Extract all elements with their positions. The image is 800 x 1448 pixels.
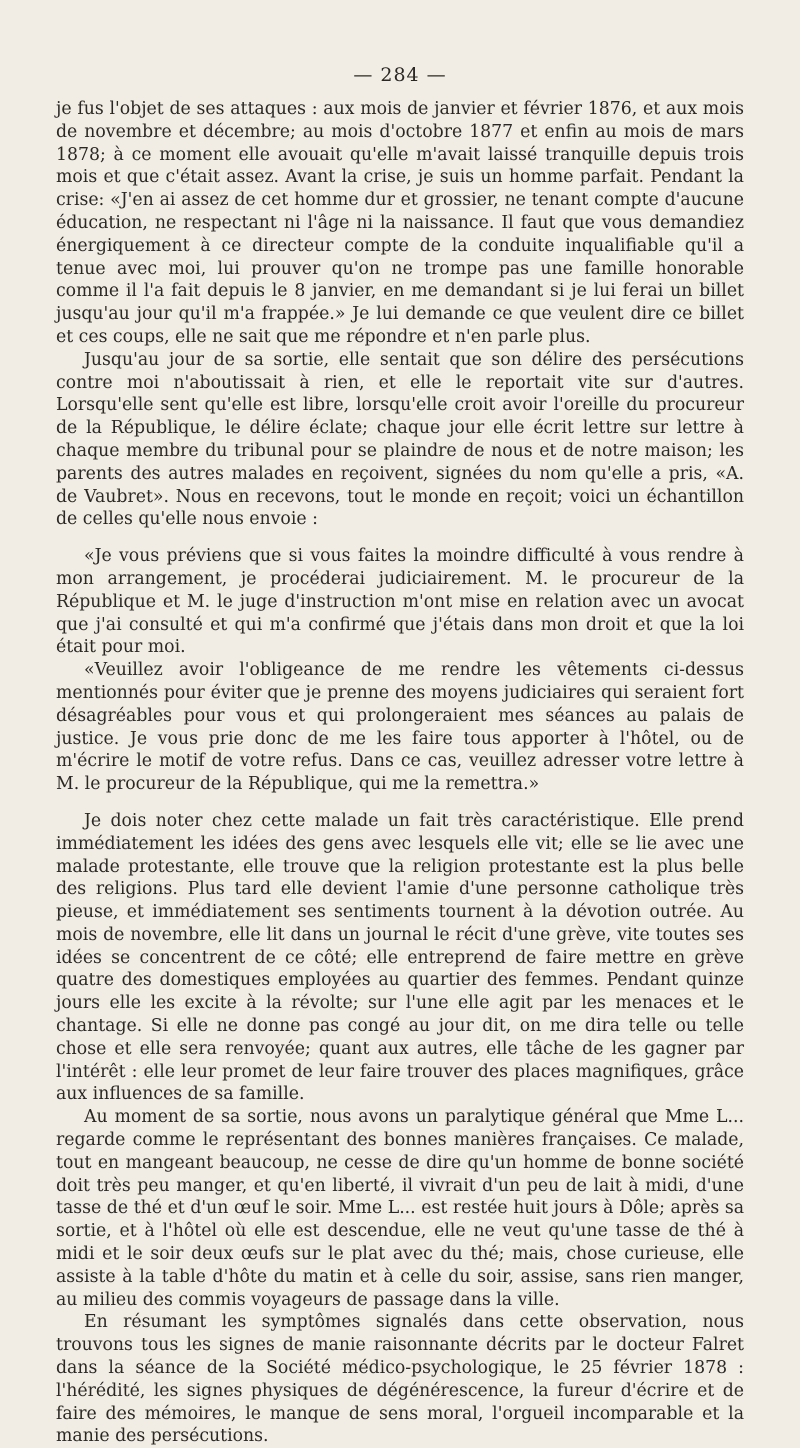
- paragraph-letter-quote-2: «Veuillez avoir l'obligeance de me rendre les vêtements ci-dessus mentionnés pour éviter que je prenne des moyens judiciaires qui seraient fort désagréables pour vous et qui prolongeraient mes séances au palais de justice. Je vous prie donc de me les faire tous apporter à l'hôtel, ou de m'écrire le motif de votre refus. Dans ce cas, veuillez adresser votre lettre à M. le procureur de la République, qui me la remettra.»: [56, 660, 744, 795]
- paragraph-attacks: je fus l'objet de ses attaques : aux mois de janvier et février 1876, et aux mois de novembre et décembre; au mois d'octobre 1877 et enfin au mois de mars 1878; à ce moment elle avouait qu'elle m'avait laissé tranquille depuis trois mois et que c'était assez. Avant la crise, je suis un homme parfait. Pendant la crise: «J'en ai assez de cet homme dur et grossier, ne tenant compte d'aucune éducation, ne respectant ni l'âge ni la naissance. Il faut que vous demandiez énergiquement à ce directeur compte de la conduite inqualifiable qu'il a tenue avec moi, lui prouver qu'on ne trompe pas une famille honorable comme il l'a fait depuis le 8 janvier, en me demandant si je lui ferai un billet jusqu'au jour qu'il m'a frappée.» Je lui demande ce que veulent dire ce billet et ces coups, elle ne sait que me répondre et n'en parle plus.: [56, 99, 744, 347]
- paragraph-letter-quote-1: «Je vous préviens que si vous faites la moindre difficulté à vous rendre à mon arrangement, je procéderai judiciairement. M. le procureur de la République et M. le juge d'instruction m'ont mise en relation avec un avocat que j'ai consulté et qui m'a confirmé que j'étais dans mon droit et que la loi était pour moi.: [56, 546, 744, 658]
- paragraph-delusion: Jusqu'au jour de sa sortie, elle sentait que son délire des persécutions contre moi n'aboutissait à rien, et elle le reportait vite sur d'autres. Lorsqu'elle sent qu'elle est libre, lorsqu'elle croit avoir l'oreille du procureur de la République, le délire éclate; chaque jour elle écrit lettre sur lettre à chaque membre du tribunal pour se plaindre de nous et de notre maison; les parents des autres malades en reçoivent, signées du nom qu'elle a pris, «A. de Vaubret». Nous en recevons, tout le monde en reçoit; voici un échantillon de celles qu'elle nous envoie :: [56, 349, 744, 530]
- paragraph-departure: Au moment de sa sortie, nous avons un paralytique général que Mme L... regarde comme le représentant des bonnes manières françaises. Ce malade, tout en mangeant beaucoup, ne cesse de dire qu'un homme de bonne société doit très peu manger, et qu'en liberté, il vivrait d'un peu de lait à midi, d'une tasse de thé et d'un œuf le soir. Mme L... est restée huit jours à Dôle; après sa sortie, et à l'hôtel où elle est descendue, elle ne veut qu'une tasse de thé à midi et le soir deux œufs sur le plat avec du thé; mais, chose curieuse, elle assiste à la table d'hôte du matin et à celle du soir, assise, sans rien manger, au milieu des commis voyageurs de passage dans la ville.: [56, 1107, 744, 1310]
- page-number: — 284 —: [353, 64, 447, 86]
- body-text: [56, 98, 744, 1448]
- paragraph-characteristic-fact: Je dois noter chez cette malade un fait très caractéristique. Elle prend immédiatement les idées des gens avec lesquels elle vit; elle se lie avec une malade protestante, elle trouve que la religion protestante est la plus belle des religions. Plus tard elle devient l'amie d'une personne catholique très pieuse, et immédiatement ses sentiments tournent à la dévotion outrée. Au mois de novembre, elle lit dans un journal le récit d'une grève, vite toutes ses idées se concentrent de ce côté; elle entreprend de faire mettre en grève quatre des domestiques employées au quartier des femmes. Pendant quinze jours elle les excite à la révolte; sur l'une elle agit par les menaces et le chantage. Si elle ne donne pas congé au jour dit, on me dira telle ou telle chose et elle sera renvoyée; quant aux autres, elle tâche de les gagner par l'intérêt : elle leur promet de leur faire trouver des places magnifiques, grâce aux influences de sa famille.: [56, 810, 744, 1105]
- paragraph-summary: En résumant les symptômes signalés dans cette observation, nous trouvons tous les signes de manie raisonnante décrits par le docteur Falret dans la séance de la Société médico-psychologique, le 25 février 1878 : l'hérédité, les signes physiques de dégénérescence, la fureur d'écrire et de faire des mémoires, le manque de sens moral, l'orgueil incomparable et la manie des persécutions.: [56, 1312, 744, 1447]
